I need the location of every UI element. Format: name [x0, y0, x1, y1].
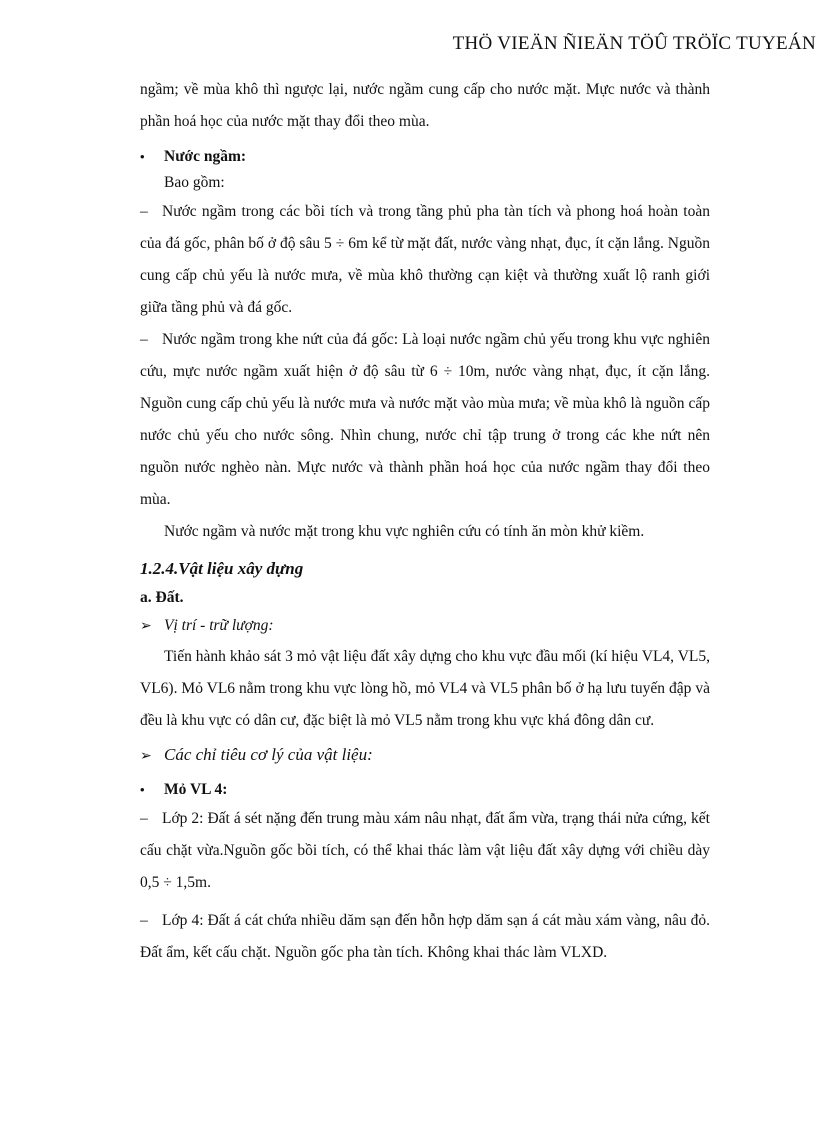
arrow-icon: ➢	[140, 619, 152, 634]
dash-icon: –	[140, 810, 148, 827]
subsection-soil: a. Đất.	[140, 589, 184, 606]
dash-item-alluvial-text: Nước ngầm trong các bồi tích và trong tầng phủ pha tàn tích và phong hoá hoàn toàn của đá gốc, phân bố ở độ sâu 5 ÷ 6m kể từ mặt đất, nước vàng nhạt, đục, ít cặn lắng. Nguồn cung cấp chủ yếu là nước mưa, về mùa khô thường cạn kiệt và thường xuất lộ ranh giới giữa tầng phủ và đá gốc.	[140, 203, 710, 316]
arrow-icon: ➢	[140, 749, 152, 764]
dash-item-fissure	[140, 324, 710, 516]
dash-item-layer2	[140, 803, 710, 899]
paragraph-corrosion: Nước ngầm và nước mặt trong khu vực nghiên cứu có tính ăn mòn khử kiềm.	[164, 523, 645, 540]
bullet-mine-vl4-label: Mỏ VL 4:	[164, 781, 228, 798]
paragraph-survey: Tiến hành khảo sát 3 mỏ vật liệu đất xây dựng cho khu vực đầu mối (kí hiệu VL4, VL5, VL6). Mỏ VL6 nằm trong khu vực lòng hồ, mỏ VL4 và VL5 phân bố ở hạ lưu tuyến đập và đều là khu vực có dân cư, đặc biệt là mỏ VL5 nằm trong khu vực khá đông dân cư.	[140, 648, 710, 729]
arrow-item-properties-label: Các chỉ tiêu cơ lý của vật liệu:	[164, 745, 373, 764]
dash-item-fissure-text: Nước ngầm trong khe nứt của đá gốc: Là loại nước ngầm chủ yếu trong khu vực nghiên cứu, mực nước ngầm xuất hiện ở độ sâu từ 6 ÷ 10m, nước vàng nhạt, đục, ít cặn lắng. Nguồn cung cấp chủ yếu là nước mưa và nước mặt vào mùa mưa; về mùa khô là nguồn cấp nước chủ yếu cho nước sông. Nhìn chung, nước chỉ tập trung ở trong các khe nứt nên nguồn nước nghèo nàn. Mực nước và thành phần hoá học của nước ngầm thay đổi theo mùa.	[140, 331, 710, 508]
document-body	[140, 74, 710, 969]
dash-item-layer2-text: Lớp 2: Đất á sét nặng đến trung màu xám nâu nhạt, đất ẩm vừa, trạng thái nửa cứng, kết cấu chặt vừa.Nguồn gốc bồi tích, có thể khai thác làm vật liệu đất xây dựng với chiều dày 0,5 ÷ 1,5m.	[140, 810, 710, 891]
paragraph-water-surface: ngầm; về mùa khô thì ngược lại, nước ngầm cung cấp cho nước mặt. Mực nước và thành phần hoá học của nước mặt thay đổi theo mùa.	[140, 81, 710, 130]
dash-item-layer4	[140, 905, 710, 969]
arrow-item-properties	[140, 741, 710, 771]
bullet-icon: •	[140, 782, 145, 797]
dash-item-layer4-text: Lớp 4: Đất á cát chứa nhiều dăm sạn đến hỗn hợp dăm sạn á cát màu xám vàng, nâu đỏ. Đất ẩm, kết cấu chặt. Nguồn gốc pha tàn tích. Không khai thác làm VLXD.	[140, 912, 710, 961]
groundwater-intro: Bao gồm:	[164, 174, 225, 191]
dash-icon: –	[140, 912, 148, 929]
dash-icon: –	[140, 331, 148, 348]
dash-icon: –	[140, 203, 148, 220]
bullet-groundwater-label: Nước ngầm:	[164, 148, 247, 165]
page-header: THÖ VIEÄN ÑIEÄN TÖÛ TRÖÏC TUYEÁN	[452, 33, 816, 54]
dash-item-alluvial	[140, 196, 710, 324]
bullet-icon: •	[140, 149, 145, 164]
section-heading: 1.2.4.Vật liệu xây dựng	[140, 559, 304, 578]
bullet-mine-vl4	[140, 777, 710, 803]
bullet-groundwater	[140, 144, 710, 170]
arrow-item-location-label: Vị trí - trữ lượng:	[164, 617, 274, 634]
arrow-item-location	[140, 612, 710, 641]
